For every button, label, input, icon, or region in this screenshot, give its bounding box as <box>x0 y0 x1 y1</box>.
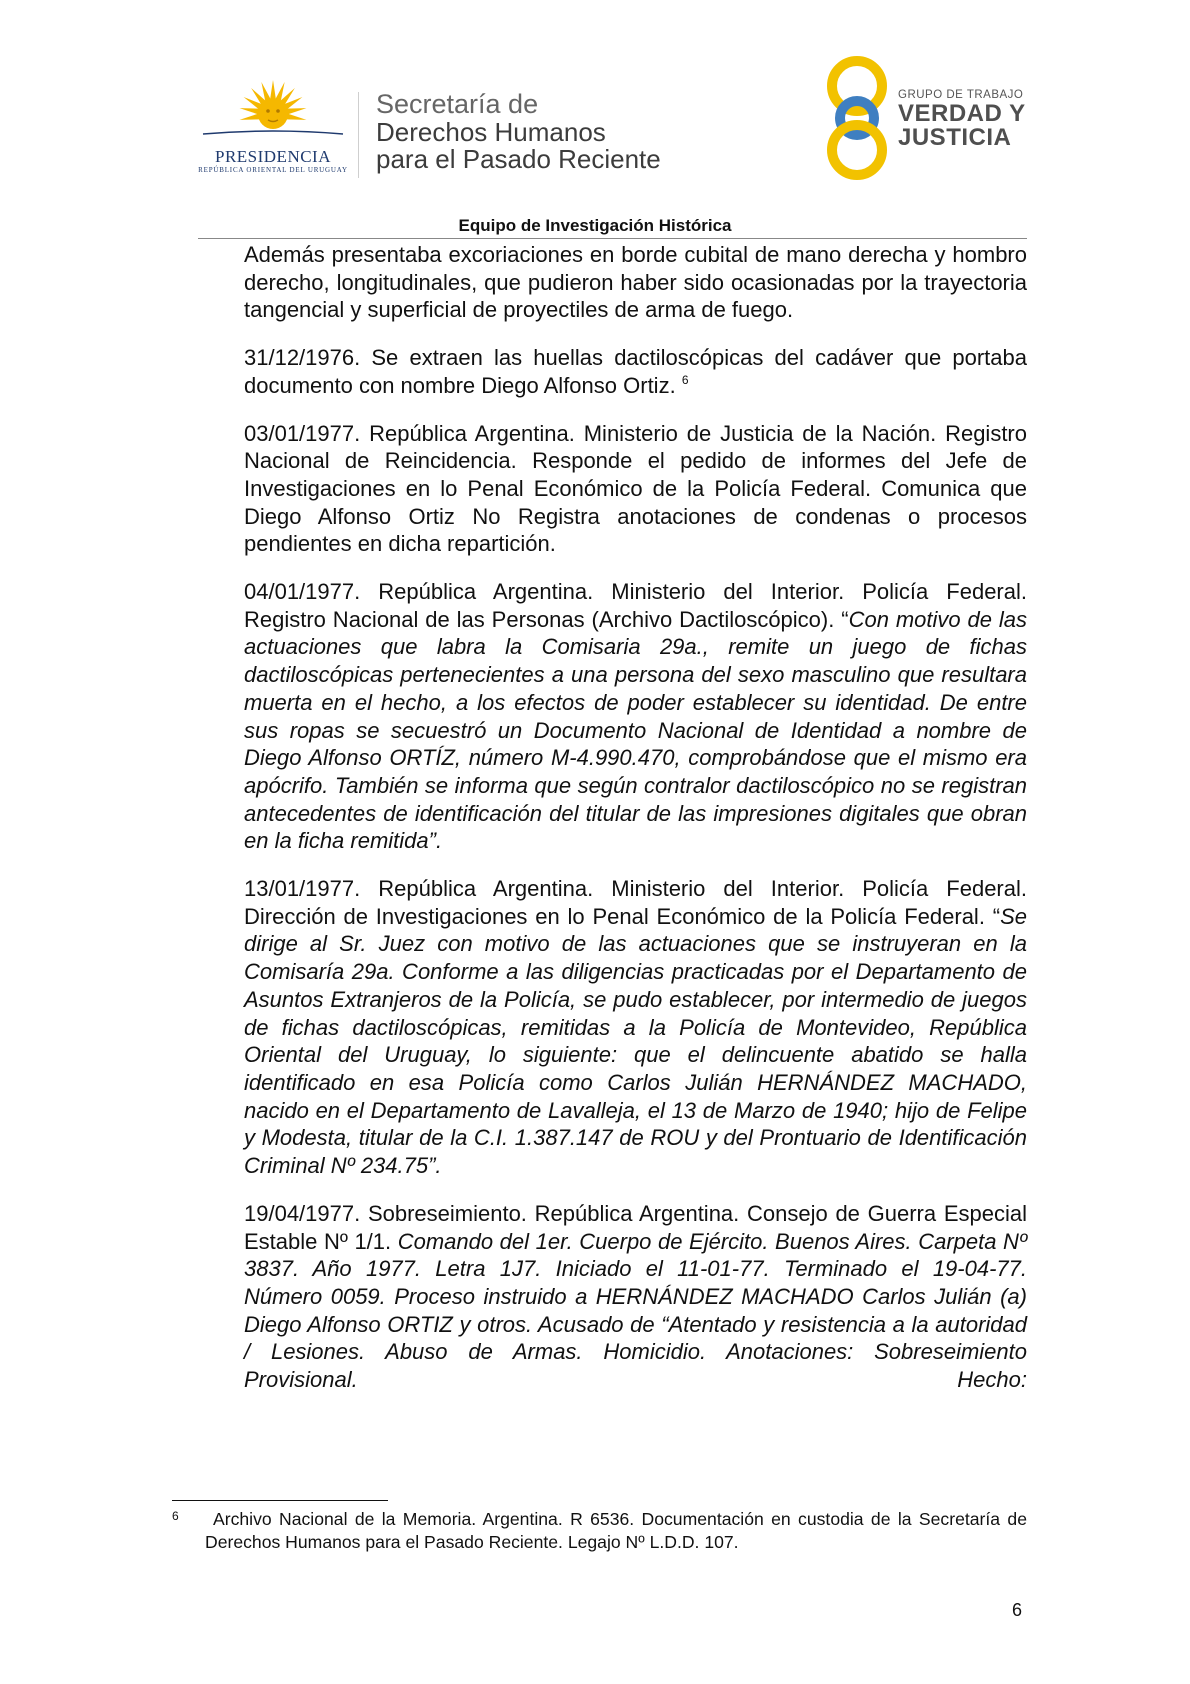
header-rule <box>198 238 1027 239</box>
paragraph-6 <box>244 1200 1027 1394</box>
justicia-label: JUSTICIA <box>898 124 1012 151</box>
grupo-trabajo-label: GRUPO DE TRABAJO <box>898 89 1024 101</box>
footnote-reference[interactable]: 6 <box>681 372 689 387</box>
document-body <box>244 241 1027 1394</box>
paragraph-5 <box>244 875 1027 1180</box>
section-title: Equipo de Investigación Histórica <box>458 216 732 235</box>
footnote <box>205 1508 1027 1554</box>
paragraph-4 <box>244 578 1027 855</box>
secretaria-line-3: para el Pasado Reciente <box>376 144 661 174</box>
header-divider <box>358 92 359 178</box>
paragraph-4-text: 04/01/1977. República Argentina. Ministerio del Interior. Policía Federal. Registro Nacional de las Personas (Archivo Dactiloscópico). “ <box>244 579 1027 632</box>
page-header <box>0 0 1190 240</box>
paragraph-6-text: 19/04/1977. Sobreseimiento. República Argentina. Consejo de Guerra Especial Estable Nº 1/1. <box>244 1200 1027 1254</box>
verdad-label: VERDAD Y <box>898 100 1026 127</box>
paragraph-5-quote: Se dirige al Sr. Juez con motivo de las actuaciones que se instruyeran en la Comisaría 29a. Conforme a las diligencias practicadas por el Departamento de Asuntos Extranjeros de la Policía, se pudo establecer, por intermedio de juegos de fichas dactiloscópicas, remitidas a la Policía de Montevideo, República Oriental del Uruguay, lo siguiente: que el delincuente abatido se halla identificado en esa Policía como Carlos Julián HERNÁNDEZ MACHADO, nacido en el Departamento de Lavalleja, el 13 de Marzo de 1940; hijo de Felipe y Modesta, titular de la C.I. 1.387.147 de ROU y del Prontuario de Identificación Criminal Nº 234.75”. <box>244 903 1027 1179</box>
presidencia-subtitle: REPÚBLICA ORIENTAL DEL URUGUAY <box>198 166 348 174</box>
footnote-number: 6 <box>172 1509 179 1523</box>
page-number: 6 <box>1012 1600 1023 1620</box>
paragraph-5-text: 13/01/1977. República Argentina. Ministerio del Interior. Policía Federal. Dirección de Investigaciones en lo Penal Económico de la Policía Federal. “ <box>244 876 1027 929</box>
paragraph-2 <box>244 344 1027 399</box>
footnote-separator <box>172 1500 388 1501</box>
paragraph-4-quote: Con motivo de las actuaciones que labra la Comisaria 29a., remite un juego de fichas dactiloscópicas pertenecientes a una persona del sexo masculino que resultara muerta en el hecho, a los efectos de poder establecer su identidad. De entre sus ropas se secuestró un Documento Nacional de Identidad a nombre de Diego Alfonso ORTÍZ, número M-4.990.470, comprobándose que el mismo era apócrifo. También se informa que según contralor dactiloscópico no se registran antecedentes de identificación del titular de las impresiones digitales que obran en la ficha remitida”. <box>244 606 1027 854</box>
paragraph-1: Además presentaba excoriaciones en borde cubital de mano derecha y hombro derecho, longitudinales, que pudieron haber sido ocasionadas por la trayectoria tangencial y superficial de proyectiles de arma de fuego. <box>244 242 1027 323</box>
secretaria-line-1: Secretaría de <box>376 89 539 119</box>
secretaria-title <box>376 90 661 173</box>
presidencia-name: PRESIDENCIA <box>214 147 331 166</box>
secretaria-line-2: Derechos Humanos <box>376 117 606 147</box>
grupo-trabajo-title <box>898 88 1026 150</box>
paragraph-3: 03/01/1977. República Argentina. Ministerio de Justicia de la Nación. Registro Nacional de Reincidencia. Responde el pedido de informes del Jefe de Investigaciones en lo Penal Económico de la Policía Federal. Comunica que Diego Alfonso Ortiz No Registra anotaciones de condenas o procesos pendientes en dicha repartición. <box>244 420 1027 557</box>
verdad-justicia-rings-logo <box>822 56 902 180</box>
paragraph-6-quote: Comando del 1er. Cuerpo de Ejército. Buenos Aires. Carpeta Nº 3837. Año 1977. Letra 1J7. Iniciado el 11-01-77. Terminado el 19-04-77. Número 0059. Proceso instruido a HERNÁNDEZ MACHADO Carlos Julián (a) Diego Alfonso ORTIZ y otros. Acusado de “Atentado y resistencia a la autoridad / Lesiones. Abuso de Armas. Homicidio. Anotaciones: Sobreseimiento Provisional. Hecho: <box>244 1228 1027 1393</box>
footnote-text: Archivo Nacional de la Memoria. Argentina. R 6536. Documentación en custodia de la Secretaría de Derechos Humanos para el Pasado Reciente. Legajo Nº L.D.D. 107. <box>205 1509 1027 1552</box>
paragraph-2-text: 31/12/1976. Se extraen las huellas dactiloscópicas del cadáver que portaba documento con nombre Diego Alfonso Ortiz. <box>244 345 1027 398</box>
